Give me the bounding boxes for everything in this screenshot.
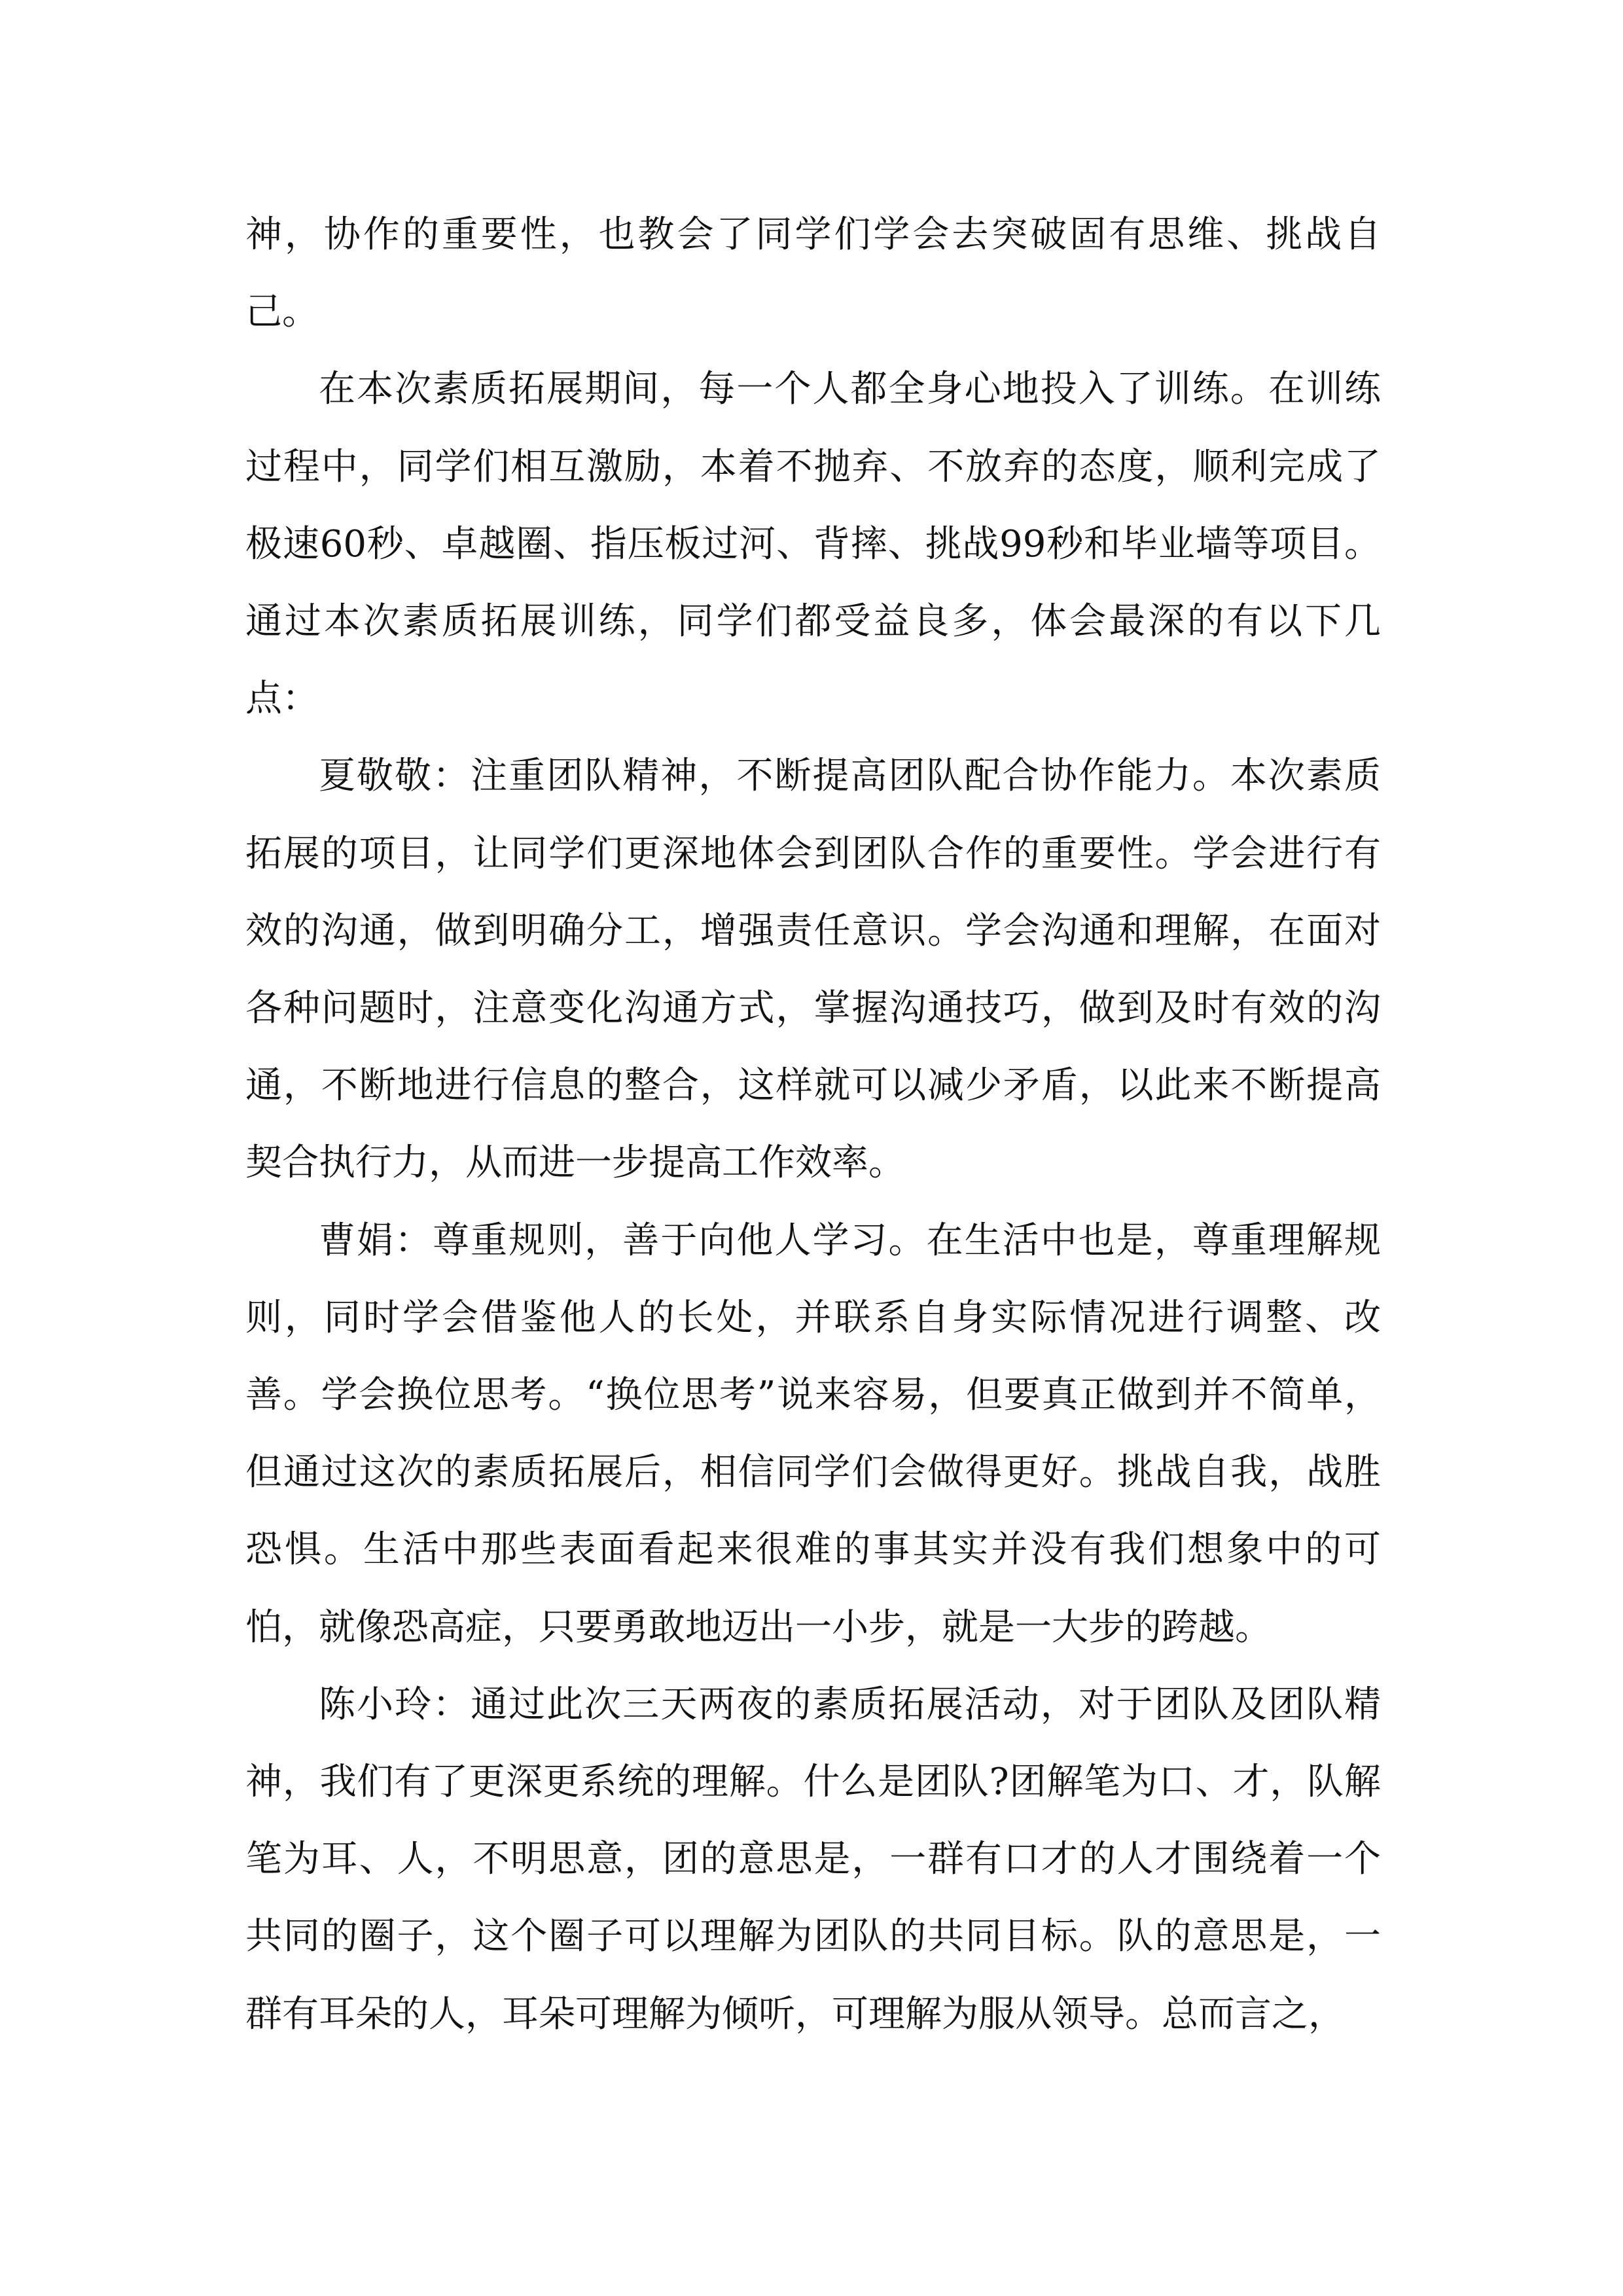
paragraph-xia-jingjing: 夏敬敬：注重团队精神，不断提高团队配合协作能力。本次素质拓展的项目，让同学们更深地体会到团队合作的重要性。学会进行有效的沟通，做到明确分工，增强责任意识。学会沟通和理解，在面对各种问题时，注意变化沟通方式，掌握沟通技巧，做到及时有效的沟通，不断地进行信息的整合，这样就可以减少矛盾，以此来不断提高契合执行力，从而进一步提高工作效率。 bbox=[245, 755, 1381, 1185]
paragraph-cao-juan: 曹娟：尊重规则，善于向他人学习。在生活中也是，尊重理解规则，同时学会借鉴他人的长处，并联系自身实际情况进行调整、改善。学会换位思考。“换位思考”说来容易，但要真正做到并不简单，但通过这次的素质拓展后，相信同学们会做得更好。挑战自我，战胜恐惧。生活中那些表面看起来很难的事其实并没有我们想象中的可怕，就像恐高症，只要勇敢地迈出一小步，就是一大步的跨越。 bbox=[245, 1219, 1381, 1649]
body-text bbox=[245, 196, 1381, 2053]
paragraph-chen-xiaoling: 陈小玲：通过此次三天两夜的素质拓展活动，对于团队及团队精神，我们有了更深更系统的理解。什么是团队?团解笔为口、才，队解笔为耳、人，不明思意，团的意思是，一群有口才的人才围绕着一个共同的圈子，这个圈子可以理解为团队的共同目标。队的意思是，一群有耳朵的人，耳朵可理解为倾听，可理解为服从领导。总而言之， bbox=[245, 1683, 1381, 2036]
paragraph-overview: 在本次素质拓展期间，每一个人都全身心地投入了训练。在训练过程中，同学们相互激励，本着不抛弃、不放弃的态度，顺利完成了极速60秒、卓越圈、指压板过河、背摔、挑战99秒和毕业墙等项目。通过本次素质拓展训练，同学们都受益良多，体会最深的有以下几点： bbox=[245, 368, 1381, 721]
paragraph-continuation: 神，协作的重要性，也教会了同学们学会去突破固有思维、挑战自己。 bbox=[245, 213, 1381, 334]
